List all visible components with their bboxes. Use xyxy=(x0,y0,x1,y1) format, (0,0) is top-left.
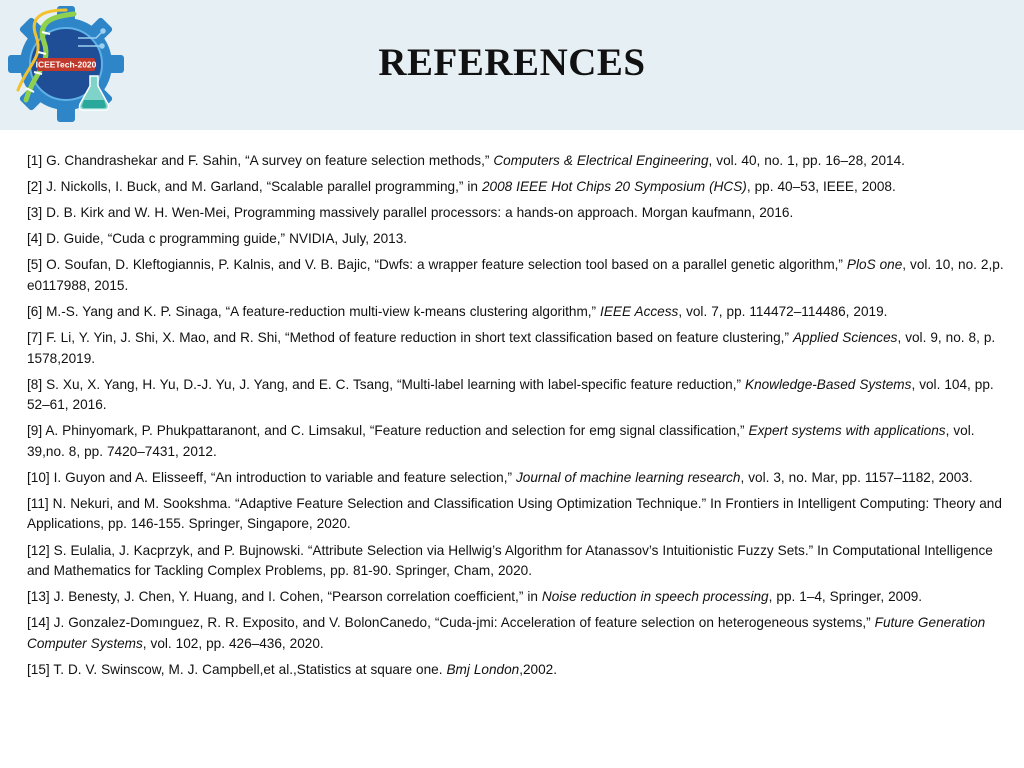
reference-text: , vol. 7, pp. 114472–114486, 2019. xyxy=(678,303,888,319)
reference-text: , pp. 40–53, IEEE, 2008. xyxy=(746,179,896,195)
reference-text: ,2002. xyxy=(519,661,558,677)
page-title: REFERENCES xyxy=(378,41,646,84)
reference-venue: Expert systems with applications xyxy=(748,423,946,439)
reference-text: , vol. 3, no. Mar, pp. 1157–1182, 2003. xyxy=(740,469,973,485)
reference-venue: Journal of machine learning research xyxy=(516,469,741,485)
reference-item xyxy=(27,203,1012,224)
reference-item xyxy=(27,587,1012,608)
reference-item xyxy=(27,541,1012,582)
logo-text: ICEETech-2020 xyxy=(35,59,97,70)
reference-text: , vol. 104, pp. 52–61, 2016. xyxy=(27,376,994,413)
reference-venue: IEEE Access xyxy=(600,303,679,319)
reference-venue: Computers & Electrical Engineering xyxy=(493,153,709,168)
reference-item xyxy=(27,255,1012,296)
reference-text: [13] J. Benesty, J. Chen, Y. Huang, and I. Cohen, “Pearson correlation coefficient,” in xyxy=(27,589,542,605)
reference-text: [4] D. Guide, “Cuda c programming guide,” NVIDIA, July, 2013. xyxy=(27,231,408,247)
reference-item xyxy=(27,177,1012,198)
reference-item xyxy=(27,302,1012,323)
reference-text: , vol. 102, pp. 426–436, 2020. xyxy=(142,635,324,651)
reference-text: [12] S. Eulalia, J. Kacprzyk, and P. Bujnowski. “Attribute Selection via Hellwig’s Algorithm for Atanassov’s Intuitionistic Fuzzy Sets.” In Computational Intelligence and Mathematics for Tackling Complex Problems, pp. 81-90. Springer, Cham, 2020. xyxy=(27,542,993,579)
reference-text: [1] G. Chandrashekar and F. Sahin, “A survey on feature selection methods,” xyxy=(27,153,494,168)
reference-text: [2] J. Nickolls, I. Buck, and M. Garland, “Scalable parallel programming,” in xyxy=(27,179,482,195)
reference-text: [11] N. Nekuri, and M. Sookshma. “Adaptive Feature Selection and Classification Using Optimization Technique.” In Frontiers in Intelligent Computing: Theory and Applications, pp. 146-155. Springer, Singapore, 2020. xyxy=(27,495,1002,532)
reference-venue: 2008 IEEE Hot Chips 20 Symposium (HCS) xyxy=(481,179,747,195)
reference-text: [14] J. Gonzalez-Domınguez, R. R. Exposito, and V. BolonCanedo, “Cuda-jmi: Acceleration of feature selection on heterogeneous systems,” xyxy=(27,615,875,631)
reference-text: , vol. 39,no. 8, pp. 7420–7431, 2012. xyxy=(27,423,975,459)
reference-text: [5] O. Soufan, D. Kleftogiannis, P. Kalnis, and V. B. Bajic, “Dwfs: a wrapper feature selection tool based on a parallel genetic algorithm,” xyxy=(27,257,847,273)
references-list xyxy=(27,151,1012,686)
reference-text: [6] M.-S. Yang and K. P. Sinaga, “A feature-reduction multi-view k-means clustering algorithm,” xyxy=(27,303,601,319)
reference-venue: Bmj London xyxy=(446,661,520,677)
reference-text: , vol. 9, no. 8, p. 1578,2019. xyxy=(27,330,996,366)
reference-text: [7] F. Li, Y. Yin, J. Shi, X. Mao, and R. Shi, “Method of feature reduction in short text classification based on feature clustering,” xyxy=(27,330,793,346)
reference-text: , pp. 1–4, Springer, 2009. xyxy=(768,589,923,605)
reference-venue: Noise reduction in speech processing xyxy=(541,589,769,605)
reference-text: [15] T. D. V. Swinscow, M. J. Campbell,et al.,Statistics at square one. xyxy=(27,661,447,677)
reference-text: [10] I. Guyon and A. Elisseeff, “An introduction to variable and feature selection,” xyxy=(27,469,516,485)
header-band xyxy=(0,0,1024,130)
reference-item xyxy=(27,468,1012,489)
reference-venue: Future Generation Computer Systems xyxy=(27,615,986,651)
reference-venue: PloS one xyxy=(846,257,903,273)
reference-venue: Applied Sciences xyxy=(792,330,898,346)
reference-text: , vol. 10, no. 2,p. e0117988, 2015. xyxy=(27,257,1004,293)
reference-item xyxy=(27,660,1012,681)
reference-venue: Knowledge-Based Systems xyxy=(745,376,912,392)
reference-item xyxy=(27,421,1012,462)
reference-item xyxy=(27,494,1012,535)
reference-item xyxy=(27,151,1012,172)
reference-text: , vol. 40, no. 1, pp. 16–28, 2014. xyxy=(708,153,905,168)
reference-item xyxy=(27,328,1012,369)
reference-item xyxy=(27,229,1012,250)
reference-text: [3] D. B. Kirk and W. H. Wen-Mei, Programming massively parallel processors: a hands-on approach. Morgan kaufmann, 2016. xyxy=(27,205,794,221)
reference-text: [9] A. Phinyomark, P. Phukpattaranont, and C. Limsakul, “Feature reduction and selection for emg signal classification,” xyxy=(27,423,749,439)
reference-item xyxy=(27,375,1012,416)
reference-item xyxy=(27,613,1012,654)
reference-text: [8] S. Xu, X. Yang, H. Yu, D.-J. Yu, J. Yang, and E. C. Tsang, “Multi-label learning with label-specific feature reduction,” xyxy=(27,376,745,392)
